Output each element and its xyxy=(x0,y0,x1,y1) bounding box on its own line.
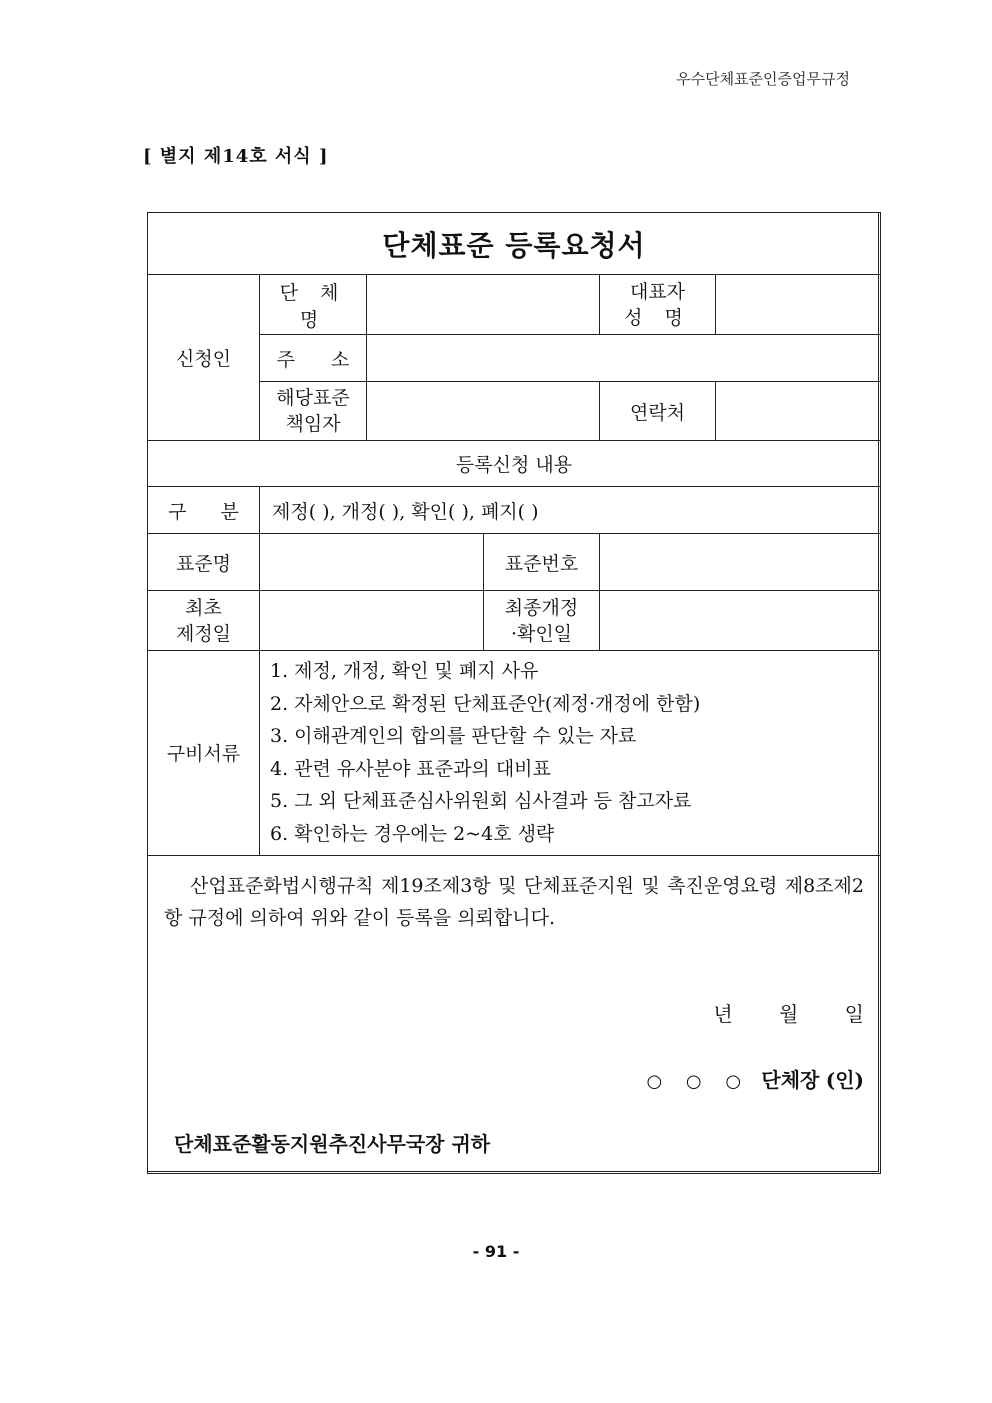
category-label: 구 분 xyxy=(148,487,260,534)
rep-name-field[interactable] xyxy=(716,275,881,335)
last-revised-label-line2: ·확인일 xyxy=(510,622,573,645)
address-label: 주 소 xyxy=(260,335,367,382)
standard-name-field[interactable] xyxy=(260,534,484,591)
applicant-section-label: 신청인 xyxy=(148,275,260,441)
document-item: 4. 관련 유사분야 표준과의 대비표 xyxy=(270,757,551,780)
documents-list-cell xyxy=(260,651,881,856)
document-item: 2. 자체안으로 확정된 단체표준안(제정·개정에 한함) xyxy=(270,692,701,715)
address-field[interactable] xyxy=(367,335,881,382)
running-header: 우수단체표준인증업무규정 xyxy=(676,70,850,88)
last-revised-field[interactable] xyxy=(600,591,881,651)
rep-name-label-line1: 대표자 xyxy=(629,280,686,303)
standard-number-field[interactable] xyxy=(600,534,881,591)
manager-field[interactable] xyxy=(367,382,600,441)
content-section-header: 등록신청 내용 xyxy=(148,441,881,487)
contact-field[interactable] xyxy=(716,382,881,441)
signature-name-marks[interactable]: ○ ○ ○ xyxy=(646,1070,742,1092)
document-item: 3. 이해관계인의 합의를 판단할 수 있는 자료 xyxy=(270,725,637,748)
manager-label-line1: 해당표준 xyxy=(276,387,350,409)
page-number: - 91 - xyxy=(472,1242,520,1261)
manager-label xyxy=(260,382,367,441)
first-enacted-label-line1: 최초 xyxy=(185,596,222,619)
org-name-label: 단 체 명 xyxy=(260,275,367,335)
statement-cell xyxy=(148,855,881,1173)
rep-name-label-line2: 성 명 xyxy=(624,306,691,329)
document-item: 6. 확인하는 경우에는 2~4호 생략 xyxy=(270,822,555,845)
documents-label: 구비서류 xyxy=(148,651,260,856)
first-enacted-label-line2: 제정일 xyxy=(175,622,232,645)
form-number-label: [ 별지 제14호 서식 ] xyxy=(143,146,329,167)
rep-name-label xyxy=(600,275,716,335)
standard-name-label: 표준명 xyxy=(148,534,260,591)
form-title: 단체표준 등록요청서 xyxy=(148,213,881,275)
first-enacted-field[interactable] xyxy=(260,591,484,651)
statement-text: 산업표준화법시행규칙 제19조제3항 및 단체표준지원 및 촉진운영요령 제8조제2항 규정에 의하여 위와 같이 등록을 의뢰합니다. xyxy=(164,874,864,929)
document-item: 1. 제정, 개정, 확인 및 폐지 사유 xyxy=(270,660,539,682)
category-options[interactable]: 제정( ), 개정( ), 확인( ), 폐지( ) xyxy=(260,487,881,534)
registration-request-form xyxy=(147,212,881,1174)
document-item: 5. 그 외 단체표준심사위원회 심사결과 등 참고자료 xyxy=(270,790,692,813)
signature-title: 단체장 xyxy=(761,1067,820,1092)
last-revised-label xyxy=(484,591,600,651)
last-revised-label-line1: 최종개정 xyxy=(504,596,579,619)
seal-mark: (인) xyxy=(825,1067,864,1092)
contact-label: 연락처 xyxy=(600,382,716,441)
documents-list xyxy=(260,651,880,855)
addressee: 단체표준활동지원추진사무국장 귀하 xyxy=(174,1131,491,1156)
date-line[interactable]: 년 월 일 xyxy=(713,1001,864,1026)
first-enacted-label xyxy=(148,591,260,651)
manager-label-line2: 책임자 xyxy=(285,413,341,435)
standard-number-label: 표준번호 xyxy=(484,534,600,591)
signature-line xyxy=(647,1064,865,1093)
org-name-field[interactable] xyxy=(367,275,600,335)
